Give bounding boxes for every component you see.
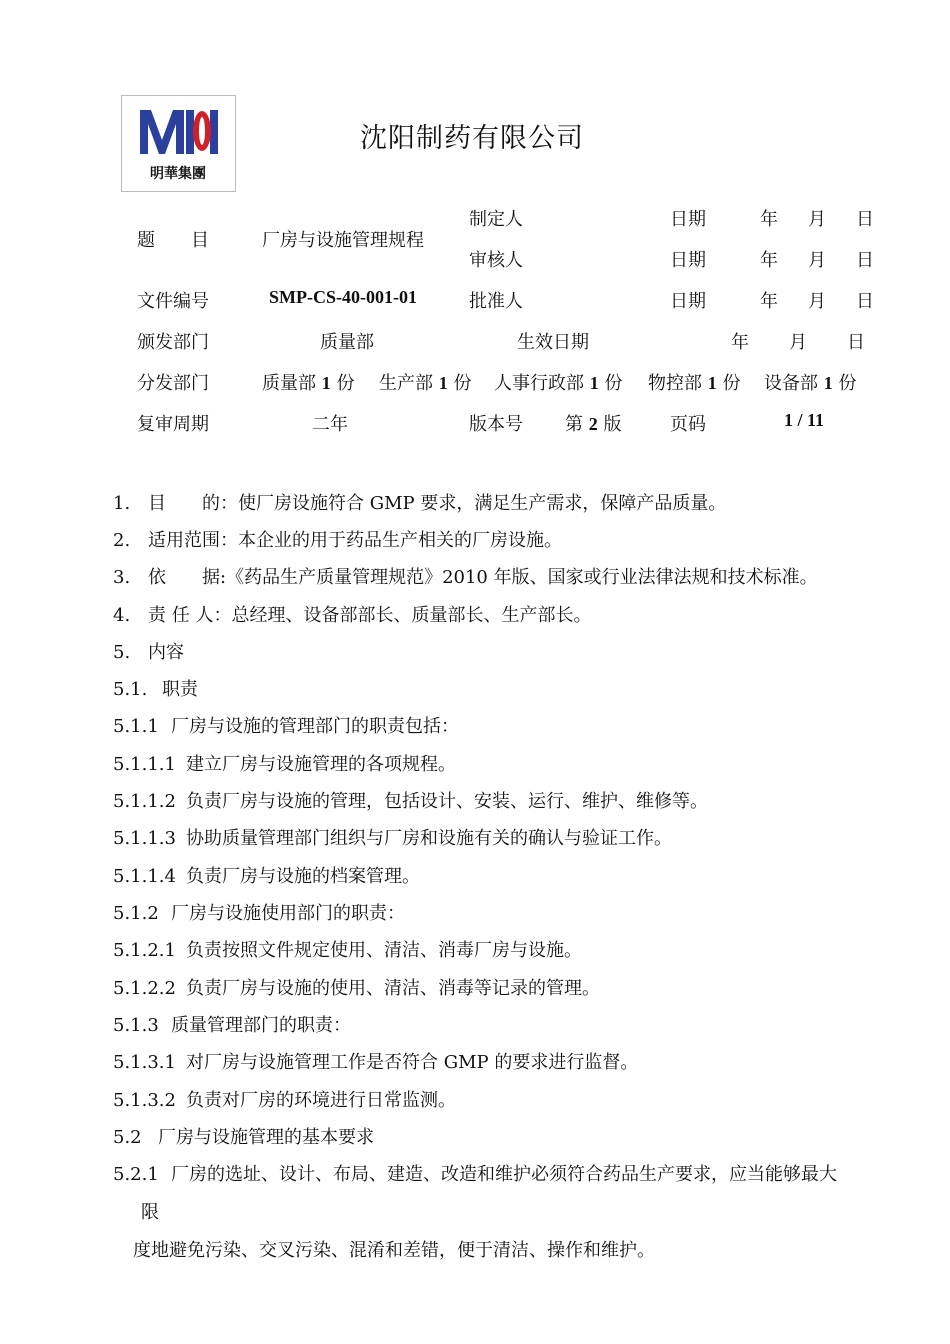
dist-item: 质量部 1 份 [262, 373, 355, 394]
section-line: 5. 内容 [113, 642, 184, 663]
section-line: 5.1. 职责 [113, 679, 198, 700]
dist-item: 人事行政部 1 份 [494, 373, 623, 394]
section-line: 5.1.2.1 负责按照文件规定使用、清洁、消毒厂房与设施。 [113, 940, 582, 961]
section-line: 5.1.1.1 建立厂房与设施管理的各项规程。 [113, 754, 456, 775]
section-line: 3. 依 据:《药品生产质量管理规范》2010 年版、国家或行业法律法规和技术标准。 [113, 567, 818, 588]
title-value: 厂房与设施管理规程 [262, 230, 424, 251]
dist-label: 分发部门 [137, 373, 209, 394]
reviewer-label: 审核人 [469, 250, 523, 271]
year-2: 年 [760, 250, 778, 271]
version-value: 第 2 版 [565, 414, 622, 435]
section-line-wrap: 度地避免污染、交叉污染、混淆和差错，便于清洁、操作和维护。 [133, 1240, 655, 1261]
section-line: 5.1.1.4 负责厂房与设施的档案管理。 [113, 866, 420, 887]
year-1: 年 [760, 209, 778, 230]
section-line: 5.1.2 厂房与设施使用部门的职责： [113, 903, 405, 924]
date-label-3: 日期 [670, 291, 706, 312]
month-4: 月 [789, 332, 807, 353]
section-line: 5.2 厂房与设施管理的基本要求 [113, 1127, 374, 1148]
version-label: 版本号 [469, 414, 523, 435]
dist-item: 物控部 1 份 [648, 373, 741, 394]
logo-text: 明華集團 [150, 166, 206, 182]
page-label: 页码 [670, 414, 706, 435]
day-4: 日 [847, 332, 865, 353]
issue-dept-label: 颁发部门 [137, 332, 209, 353]
section-line: 2. 适用范围：本企业的用于药品生产相关的厂房设施。 [113, 530, 562, 551]
section-line: 5.1.2.2 负责厂房与设施的使用、清洁、消毒等记录的管理。 [113, 978, 600, 999]
year-3: 年 [760, 291, 778, 312]
effective-date-label: 生效日期 [517, 332, 589, 353]
day-2: 日 [856, 250, 874, 271]
section-line: 5.1.1.3 协助质量管理部门组织与厂房和设施有关的确认与验证工作。 [113, 828, 672, 849]
dist-item: 生产部 1 份 [379, 373, 472, 394]
date-label-2: 日期 [670, 250, 706, 271]
date-label-1: 日期 [670, 209, 706, 230]
company-logo [121, 95, 236, 192]
company-name: 沈阳制药有限公司 [360, 123, 584, 154]
section-line: 5.2.1 厂房的选址、设计、布局、建造、改造和维护必须符合药品生产要求，应当能够最大 [113, 1164, 837, 1185]
issue-dept-value: 质量部 [320, 332, 374, 353]
month-1: 月 [808, 209, 826, 230]
page-number: 1 / 11 [784, 410, 825, 430]
doc-no-value: SMP-CS-40-001-01 [269, 287, 417, 307]
section-line: 5.1.1 厂房与设施的管理部门的职责包括： [113, 716, 459, 737]
title-label: 题 目 [137, 230, 209, 251]
dist-item: 设备部 1 份 [764, 373, 857, 394]
section-line: 4. 责 任 人：总经理、设备部部长、质量部长、生产部长。 [113, 605, 592, 626]
doc-no-label: 文件编号 [137, 291, 209, 312]
review-cycle-value: 二年 [312, 414, 348, 435]
section-line-wrap: 限 [141, 1202, 159, 1223]
review-cycle-label: 复审周期 [137, 414, 209, 435]
day-1: 日 [856, 209, 874, 230]
maker-label: 制定人 [469, 209, 523, 230]
logo-mark-icon [122, 96, 235, 191]
approver-label: 批准人 [469, 291, 523, 312]
section-line: 5.1.3.2 负责对厂房的环境进行日常监测。 [113, 1090, 456, 1111]
day-3: 日 [856, 291, 874, 312]
month-2: 月 [808, 250, 826, 271]
month-3: 月 [808, 291, 826, 312]
section-line: 5.1.3.1 对厂房与设施管理工作是否符合 GMP 的要求进行监督。 [113, 1052, 639, 1073]
year-4: 年 [731, 332, 749, 353]
section-line: 5.1.1.2 负责厂房与设施的管理，包括设计、安装、运行、维护、维修等。 [113, 791, 708, 812]
section-line: 1. 目 的：使厂房设施符合 GMP 要求，满足生产需求，保障产品质量。 [113, 493, 727, 514]
section-line: 5.1.3 质量管理部门的职责： [113, 1015, 351, 1036]
